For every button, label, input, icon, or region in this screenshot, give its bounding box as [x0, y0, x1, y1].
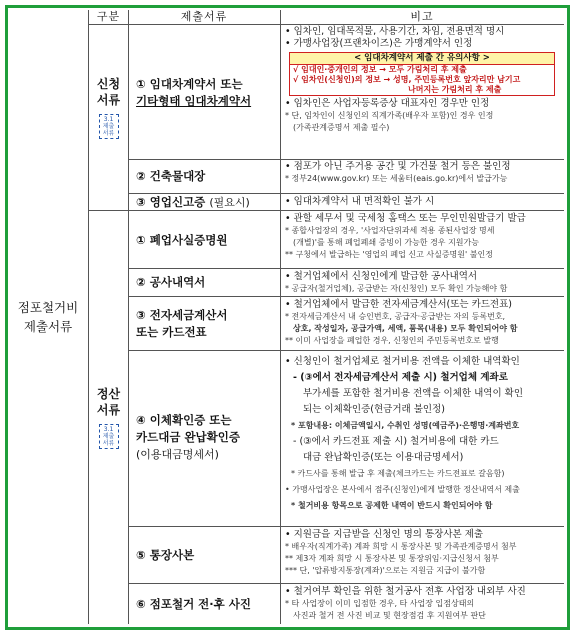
note-lease-line: * 단, 임차인이 신청인의 직계가족(배우자 포함)인 경우 인정 — [285, 111, 494, 120]
memo-stamp-icon: 3.1 제출 서류 — [99, 424, 119, 449]
note-bankbook-copy — [285, 529, 562, 577]
doc-business-report — [136, 194, 278, 211]
category-settle-line2: 서류 — [96, 403, 121, 417]
note-transfer-confirmation-line: - (③에서 전자세금계산서 제출 시) 철거업체 계좌로 — [293, 372, 508, 383]
grid-line — [280, 10, 281, 624]
doc-transfer-confirmation-line2: 카드대금 완납확인증 — [136, 430, 240, 444]
note-closure-certificate-line: * 종합사업장의 경우, '사업자단위과세 적용 종된사업장 명세 — [285, 226, 495, 235]
category-apply — [89, 76, 128, 139]
doc-building-register-line1: ② 건축물대장 — [136, 169, 206, 183]
warning-row: √ 임차인(신청인)의 정보 → 성명, 주민등록번호 앞자리만 남기고 — [293, 75, 521, 84]
big-label-line1: 점포철거비 — [17, 300, 79, 315]
warning-box — [289, 52, 555, 96]
grid-line — [88, 24, 564, 25]
doc-business-report-sub: (필요시) — [209, 196, 250, 209]
note-transfer-confirmation — [285, 354, 562, 514]
header-note: 비고 — [410, 10, 434, 23]
doc-tax-invoice-line1: ③ 전자세금계산서 — [136, 308, 228, 322]
note-bankbook-copy-line: • 지원금을 지급받을 신청인 명의 통장사본 제출 — [285, 529, 484, 540]
grid-line — [128, 268, 564, 269]
grid-line — [128, 10, 129, 624]
doc-tax-invoice-line2: 또는 카드전표 — [136, 325, 207, 339]
doc-closure-certificate — [136, 232, 278, 249]
note-transfer-confirmation-line: 되는 이체확인증(현금거래 불인정) — [303, 404, 445, 415]
category-settle — [89, 386, 128, 449]
note-transfer-confirmation-line: 대금 완납확인증(또는 이용대금명세서) — [303, 452, 464, 463]
warning-title: < 임대차계약서 제출 간 유의사항 > — [290, 53, 554, 65]
doc-lease-line2: 기타형태 임대차계약서 — [136, 94, 252, 108]
memo-stamp-icon: 3.1 제출 서류 — [99, 114, 119, 139]
note-transfer-confirmation-line: • 가맹사업장은 본사에서 점주(신청인)에게 발행한 정산내역서 제출 — [285, 485, 520, 494]
big-label — [11, 298, 85, 336]
note-tax-invoice-line: ** 이미 사업장을 폐업한 경우, 신청인의 주민등록번호로 발행 — [285, 336, 499, 345]
big-label-line2: 제출서류 — [23, 319, 73, 334]
note-transfer-confirmation-line: * 포함내용: 이체금액일시, 수취인 성명(예금주)·은행명·계좌번호 — [291, 421, 520, 430]
note-work-statement-line: • 철거업체에서 신청인에게 발급한 공사내역서 — [285, 271, 478, 282]
note-lease-line: • 임차인, 임대목적물, 사용기간, 차임, 전용면적 명시 — [285, 26, 505, 37]
note-building-register-line: * 정부24(www.gov.kr) 또는 세움터(eais.go.kr)에서 발급가능 — [285, 174, 508, 183]
doc-building-register — [136, 168, 278, 185]
doc-work-statement-line1: ② 공사내역서 — [136, 275, 206, 289]
doc-bankbook-copy-line1: ⑤ 통장사본 — [136, 548, 195, 562]
grid-line — [128, 350, 564, 351]
note-building-register — [285, 161, 562, 185]
doc-transfer-confirmation — [136, 412, 278, 463]
note-transfer-confirmation-line: * 카드사를 통해 발급 후 제출(체크카드는 카드전표로 갈음함) — [291, 469, 505, 478]
doc-tax-invoice — [136, 307, 278, 341]
note-transfer-confirmation-line: - (③에서 카드전표 제출 시) 철거비용에 대한 카드 — [293, 436, 499, 447]
grid-line — [128, 159, 564, 160]
doc-work-statement — [136, 274, 278, 291]
grid-line — [128, 526, 564, 527]
document-table — [11, 10, 564, 624]
note-lease — [285, 26, 562, 134]
note-store-photos-line: 사진과 철거 전 사진 비교 및 현장점검 후 지원여부 판단 — [293, 611, 486, 620]
header-type: 구분 — [96, 10, 121, 23]
note-transfer-confirmation-line: • 신청인이 철거업체로 철거비용 전액을 이체한 내역확인 — [285, 356, 520, 367]
grid-line — [128, 583, 564, 584]
note-closure-certificate-line: • 관할 세무서 및 국세청 홈택스 또는 무인민원발급기 발급 — [285, 213, 526, 224]
doc-transfer-confirmation-line1: ④ 이체확인증 또는 — [136, 413, 232, 427]
note-lease-line: • 가맹사업장(프랜차이즈)은 가맹계약서 인정 — [285, 38, 473, 49]
note-bankbook-copy-line: ** 제3자 계좌 희망 시 통장사본 및 통장위임·지급신청서 첨부 — [285, 554, 499, 563]
note-tax-invoice-line: * 전자세금계산서 내 승인번호, 공급자·공급받는 자의 등록번호, — [285, 312, 506, 321]
note-transfer-confirmation-line: * 철거비용 항목으로 공제한 내역이 반드시 확인되어야 함 — [291, 501, 493, 510]
note-tax-invoice — [285, 299, 562, 347]
note-bankbook-copy-line: * 배우자(직계가족) 계좌 희망 시 통장사본 및 가족관계증명서 첨부 — [285, 542, 517, 551]
note-business-report — [285, 196, 562, 208]
category-apply-line2: 서류 — [96, 93, 121, 107]
doc-business-report-line1: ③ 영업신고증 — [136, 195, 206, 209]
note-lease-line: (가족관계증명서 제출 필수) — [293, 123, 390, 132]
note-building-register-line: • 점포가 아닌 주거용 공간 및 가건물 철거 등은 불인정 — [285, 161, 511, 172]
note-transfer-confirmation-line: 부가세를 포함한 철거비용 전액을 이체한 내역이 확인 — [303, 388, 524, 399]
note-work-statement — [285, 271, 562, 295]
category-settle-line1: 정산 — [96, 387, 121, 401]
note-store-photos — [285, 586, 562, 622]
note-work-statement-line: * 공급자(철거업체), 공급받는 자(신청인) 모두 확인 가능해야 함 — [285, 284, 508, 293]
note-business-report-line: • 임대차계약서 내 면적확인 불가 시 — [285, 196, 435, 207]
doc-store-photos — [136, 596, 278, 613]
doc-store-photos-line1: ⑥ 점포철거 전·후 사진 — [136, 597, 251, 611]
doc-transfer-confirmation-sub: (이용대금명세서) — [136, 448, 219, 461]
grid-line — [128, 296, 564, 297]
note-bankbook-copy-line: *** 단, '압류방지통장(계좌)'으로는 지원금 지급이 불가함 — [285, 566, 486, 575]
note-store-photos-line: • 철거여부 확인을 위한 철거공사 전후 사업장 내외부 사진 — [285, 586, 526, 597]
header-doc: 제출서류 — [180, 10, 228, 23]
note-tax-invoice-line: • 철거업체에서 발급한 전자세금계산서(또는 카드전표) — [285, 299, 512, 310]
note-closure-certificate-line: (개별)'를 통해 폐업폐쇄 증빙이 가능한 경우 지원가능 — [293, 238, 479, 247]
doc-lease — [136, 76, 278, 110]
warning-row: 나머지는 가림처리 후 제출 — [408, 85, 502, 94]
note-tax-invoice-line: 상호, 작성일자, 공급가액, 세액, 품목(내용) 모두 확인되어야 함 — [293, 324, 518, 333]
doc-closure-certificate-line1: ① 폐업사실증명원 — [136, 233, 228, 247]
category-apply-line1: 신청 — [96, 77, 121, 91]
warning-row: √ 임대인·중개인의 정보 → 모두 가림처리 후 제출 — [293, 65, 467, 74]
doc-lease-line1: ① 임대차계약서 또는 — [136, 77, 243, 91]
note-store-photos-line: * 타 사업장이 이미 입점한 경우, 타 사업장 입점상태의 — [285, 599, 475, 608]
doc-bankbook-copy — [136, 547, 278, 564]
note-lease-line: • 임차인은 사업자등록증상 대표자인 경우만 인정 — [285, 98, 490, 109]
note-closure-certificate — [285, 213, 562, 261]
note-closure-certificate-line: ** 구청에서 발급하는 '영업의 폐업 신고 사실증명원' 불인정 — [285, 250, 493, 259]
